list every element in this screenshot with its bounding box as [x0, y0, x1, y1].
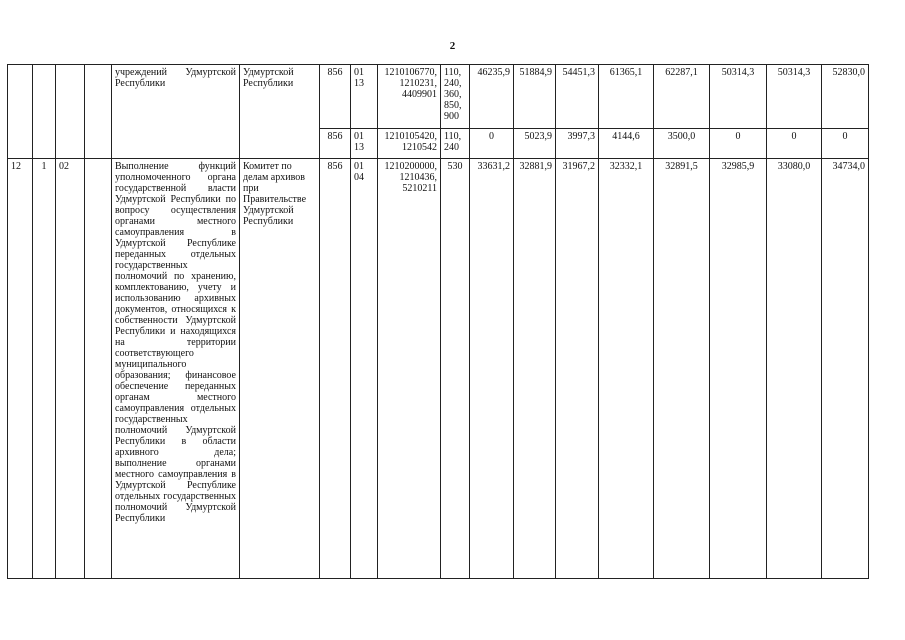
table-row — [8, 65, 869, 129]
budget-table — [7, 64, 869, 579]
cell-executor: Удмуртской Республики — [240, 65, 320, 159]
cell-value: 50314,3 — [710, 65, 767, 129]
cell-value: 62287,1 — [654, 65, 710, 129]
cell-om: 02 — [56, 159, 85, 579]
cell-name: Выполнение функций уполномоченного органа государственной власти Удмуртской Республики по вопросу осуществления органами местного самоуправления в Удмуртской Республике переданных отдельных государственных полномочий по хранению, комплектованию, учету и использованию архивных документов, относящихся к собственности Удмуртской Республики и находящихся на территории соответствующего муниципального образования; финансовое обеспечение переданных органам местного самоуправления отдельных государственных полномочий Удмуртской Республики в области архивного дела; выполнение органами местного самоуправления в Удмуртской Республике отдельных государственных полномочий Удмуртской Республики — [112, 159, 240, 579]
cell-name: учреждений Удмуртской Республики — [112, 65, 240, 159]
cell-gp: 12 — [8, 159, 33, 579]
table-row — [8, 159, 869, 579]
cell-vr: 110, 240, 360, 850, 900 — [441, 65, 470, 129]
cell-value: 5023,9 — [514, 129, 556, 159]
cell-rzpr: 01 04 — [351, 159, 378, 579]
cell-vr: 530 — [441, 159, 470, 579]
cell-executor: Комитет по делам архивов при Правительстве Удмуртской Республики — [240, 159, 320, 579]
cell-value: 32332,1 — [599, 159, 654, 579]
cell-grbs: 856 — [320, 65, 351, 129]
cell-value: 0 — [767, 129, 822, 159]
cell-pp: 1 — [33, 159, 56, 579]
cell-value: 51884,9 — [514, 65, 556, 129]
cell-om — [56, 65, 85, 159]
cell-value: 52830,0 — [822, 65, 869, 129]
cell-m — [85, 65, 112, 159]
cell-value: 32881,9 — [514, 159, 556, 579]
cell-value: 46235,9 — [470, 65, 514, 129]
cell-pp — [33, 65, 56, 159]
cell-m — [85, 159, 112, 579]
cell-value: 0 — [822, 129, 869, 159]
page-number: 2 — [449, 40, 456, 52]
cell-rzpr: 01 13 — [351, 65, 378, 129]
cell-csr: 1210105420, 1210542 — [378, 129, 441, 159]
cell-rzpr: 01 13 — [351, 129, 378, 159]
cell-csr: 1210106770, 1210231, 4409901 — [378, 65, 441, 129]
cell-gp — [8, 65, 33, 159]
cell-csr: 1210200000, 1210436, 5210211 — [378, 159, 441, 579]
cell-value: 32985,9 — [710, 159, 767, 579]
cell-value: 32891,5 — [654, 159, 710, 579]
cell-value: 0 — [710, 129, 767, 159]
cell-value: 3500,0 — [654, 129, 710, 159]
cell-grbs: 856 — [320, 159, 351, 579]
cell-grbs: 856 — [320, 129, 351, 159]
cell-value: 4144,6 — [599, 129, 654, 159]
cell-value: 61365,1 — [599, 65, 654, 129]
cell-value: 33631,2 — [470, 159, 514, 579]
cell-value: 31967,2 — [556, 159, 599, 579]
cell-vr: 110, 240 — [441, 129, 470, 159]
cell-value: 54451,3 — [556, 65, 599, 129]
cell-value: 34734,0 — [822, 159, 869, 579]
cell-value: 50314,3 — [767, 65, 822, 129]
cell-value: 3997,3 — [556, 129, 599, 159]
cell-value: 0 — [470, 129, 514, 159]
cell-value: 33080,0 — [767, 159, 822, 579]
